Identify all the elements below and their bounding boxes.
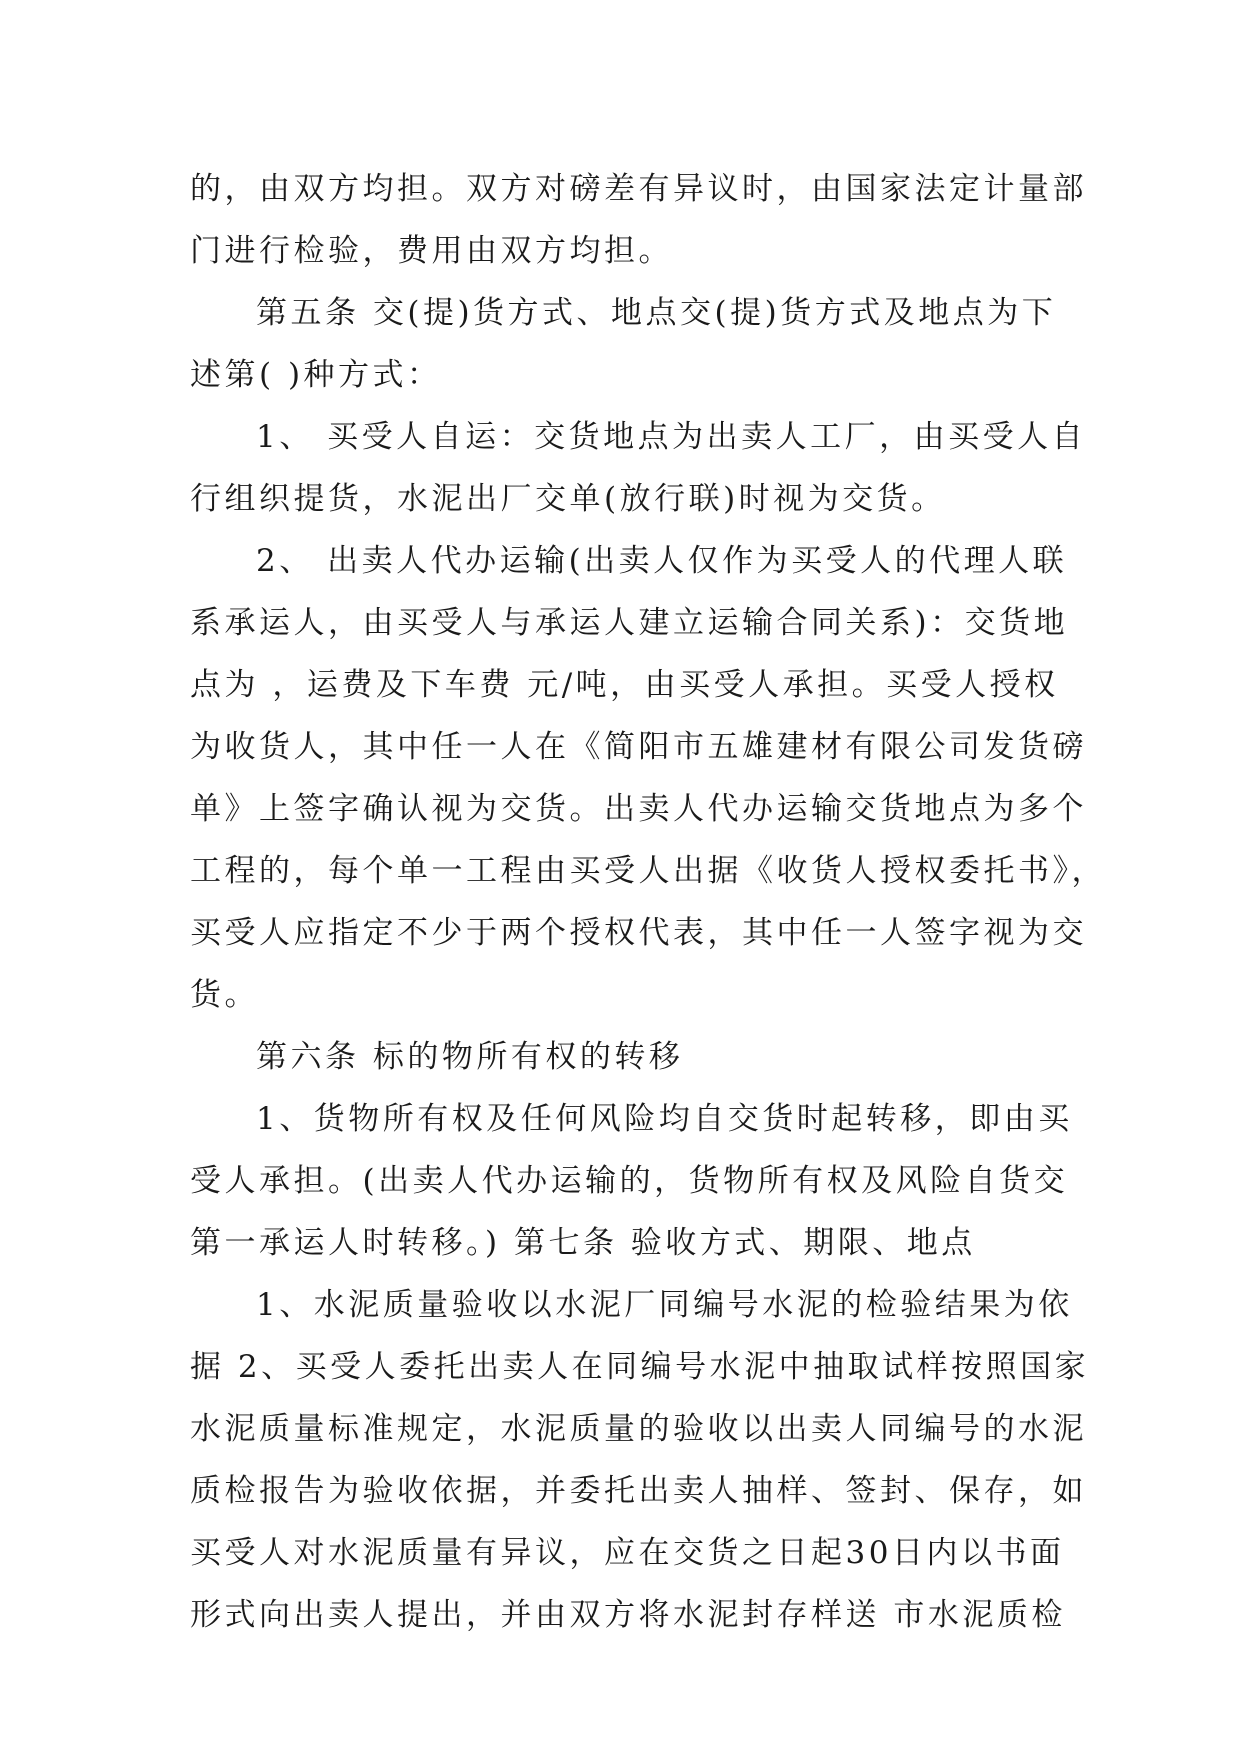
text-line: 行组织提货，水泥出厂交单(放行联)时视为交货。 [190, 481, 946, 517]
text-line: 受人承担。(出卖人代办运输的，货物所有权及风险自货交 [190, 1163, 1069, 1199]
text-line: 单》上签字确认视为交货。出卖人代办运输交货地点为多个 [190, 791, 1087, 827]
text-line: 点为 ，运费及下车费 元/吨，由买受人承担。买受人授权 [190, 667, 1059, 703]
text-line: 工程的，每个单一工程由买受人出据《收货人授权委托书》， [190, 853, 1106, 889]
text-line: 买受人对水泥质量有异议，应在交货之日起30日内以书面 [190, 1535, 1065, 1571]
text-line: 的，由双方均担。双方对磅差有异议时，由国家法定计量部 [190, 171, 1087, 207]
text-line: 第六条 标的物所有权的转移 [256, 1039, 684, 1075]
text-line: 货。 [190, 977, 259, 1013]
text-line: 1、货物所有权及任何风险均自交货时起转移，即由买 [256, 1101, 1073, 1137]
text-line: 系承运人，由买受人与承运人建立运输合同关系)：交货地 [190, 605, 1069, 641]
text-line: 1、 买受人自运：交货地点为出卖人工厂，由买受人自 [256, 419, 1087, 455]
text-line: 质检报告为验收依据，并委托出卖人抽样、签封、保存，如 [190, 1473, 1087, 1509]
text-line: 门进行检验，费用由双方均担。 [190, 233, 673, 269]
text-line: 买受人应指定不少于两个授权代表，其中任一人签字视为交 [190, 915, 1087, 951]
contract-text-body [190, 158, 1106, 1646]
text-line: 第五条 交(提)货方式、地点交(提)货方式及地点为下 [256, 295, 1057, 331]
text-line: 第一承运人时转移。) 第七条 验收方式、期限、地点 [190, 1225, 976, 1261]
text-line: 形式向出卖人提出，并由双方将水泥封存样送 市水泥质检 [190, 1597, 1066, 1633]
text-line: 述第( )种方式： [190, 357, 442, 393]
text-line: 据 2、买受人委托出卖人在同编号水泥中抽取试样按照国家 [190, 1349, 1090, 1385]
text-line: 2、 出卖人代办运输(出卖人仅作为买受人的代理人联 [256, 543, 1068, 579]
text-line: 水泥质量标准规定，水泥质量的验收以出卖人同编号的水泥 [190, 1411, 1087, 1447]
text-line: 为收货人，其中任一人在《简阳市五雄建材有限公司发货磅 [190, 729, 1087, 765]
text-line: 1、水泥质量验收以水泥厂同编号水泥的检验结果为依 [256, 1287, 1073, 1323]
